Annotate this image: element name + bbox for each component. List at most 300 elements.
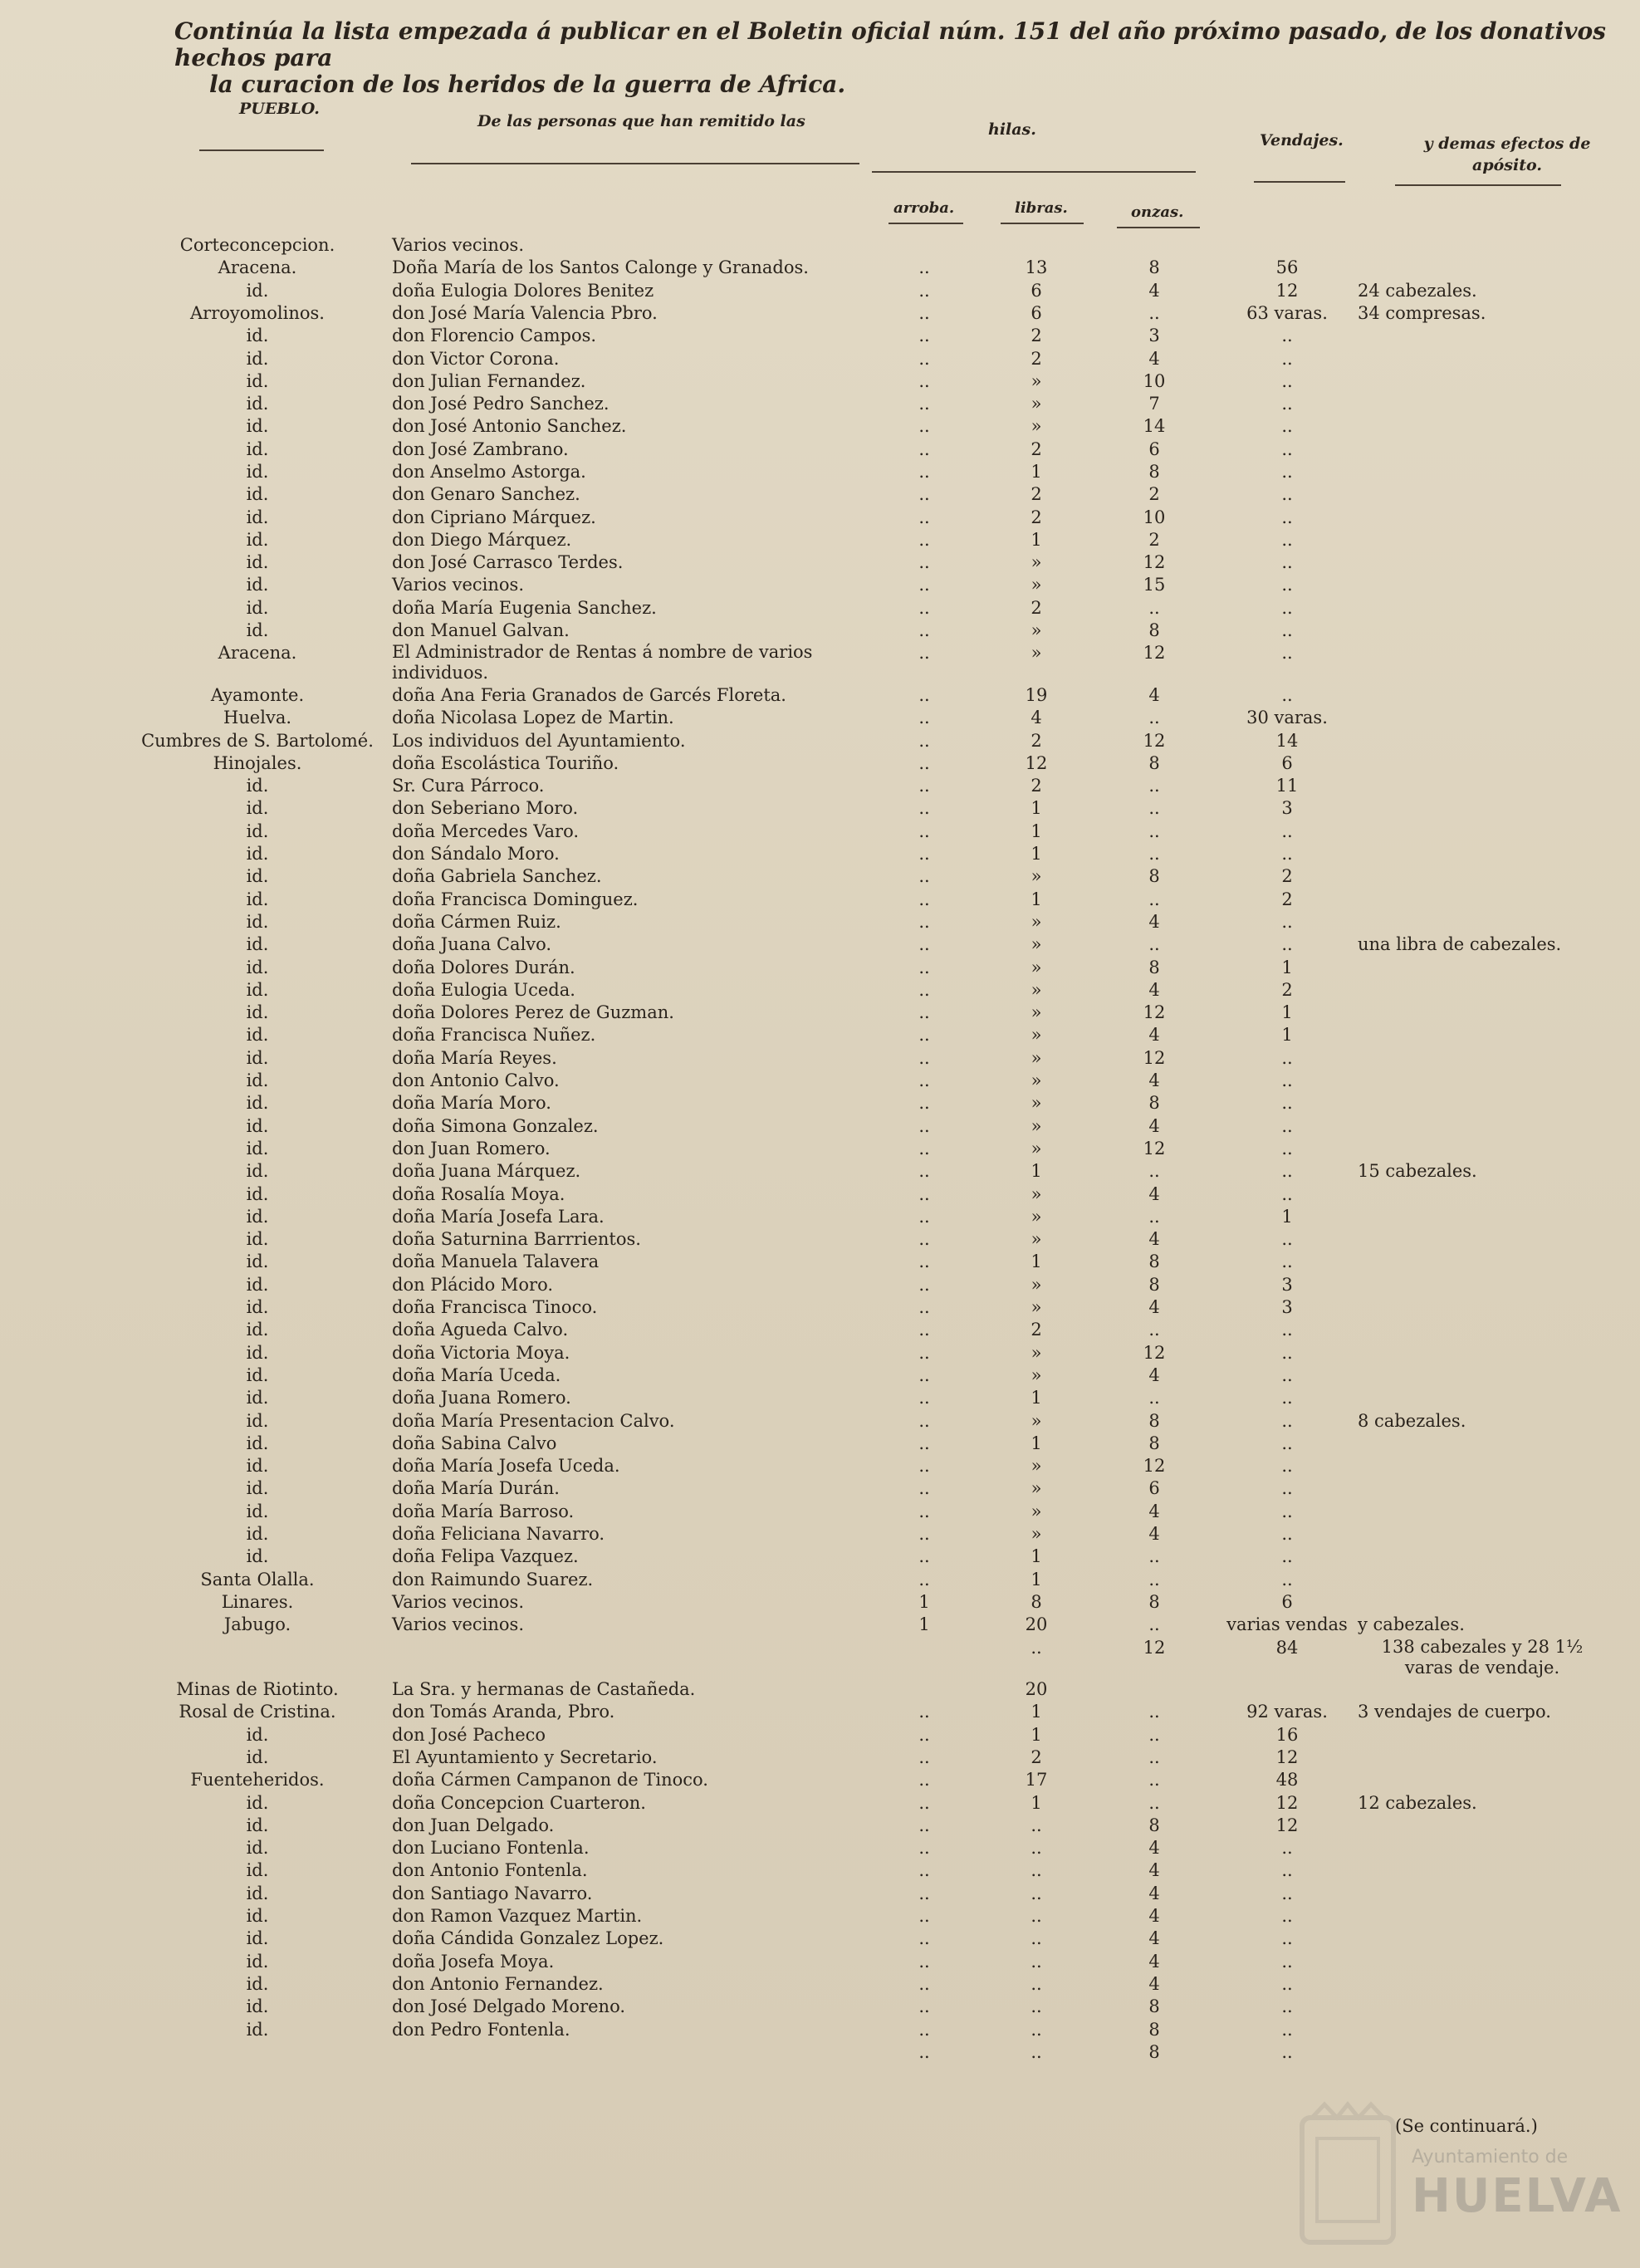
cell-libras: 1 bbox=[1031, 462, 1042, 482]
cell-vendajes: .. bbox=[1281, 326, 1293, 345]
cell-pueblo: id. bbox=[246, 912, 269, 932]
cell-libras: » bbox=[1031, 1524, 1042, 1544]
cell-pueblo: id. bbox=[246, 1048, 269, 1068]
cell-persona: don Tomás Aranda, Pbro. bbox=[392, 1702, 615, 1722]
cell-vendajes: .. bbox=[1281, 598, 1293, 618]
cell-vendajes: .. bbox=[1281, 371, 1293, 391]
cell-libras: » bbox=[1031, 1002, 1042, 1022]
table-row bbox=[0, 574, 1640, 596]
cell-arroba: .. bbox=[918, 1456, 930, 1476]
cell-onzas: 4 bbox=[1148, 1974, 1160, 1994]
cell-pueblo: Hinojales. bbox=[213, 753, 302, 773]
cell-pueblo: Rosal de Cristina. bbox=[179, 1702, 336, 1722]
cell-arroba: .. bbox=[918, 1770, 930, 1790]
cell-vendajes: 14 bbox=[1275, 731, 1299, 751]
cell-arroba: .. bbox=[918, 934, 930, 954]
cell-arroba: .. bbox=[918, 798, 930, 818]
cell-pueblo: id. bbox=[246, 575, 269, 595]
table-row bbox=[0, 1160, 1640, 1183]
cell-arroba: .. bbox=[918, 575, 930, 595]
table-row bbox=[0, 551, 1640, 574]
cell-pueblo: id. bbox=[246, 1478, 269, 1498]
cell-persona: don Santiago Navarro. bbox=[392, 1883, 593, 1903]
cell-onzas: 15 bbox=[1143, 575, 1166, 595]
table-row bbox=[0, 1928, 1640, 1950]
cell-onzas: .. bbox=[1148, 1570, 1160, 1590]
cell-onzas: .. bbox=[1148, 1207, 1160, 1227]
cell-arroba: .. bbox=[918, 1320, 930, 1340]
cell-persona: doña Agueda Calvo. bbox=[392, 1320, 569, 1340]
table-row bbox=[0, 415, 1640, 438]
cell-pueblo: id. bbox=[246, 1365, 269, 1385]
cell-pueblo: id. bbox=[246, 1883, 269, 1903]
cell-onzas: 4 bbox=[1148, 1297, 1160, 1317]
cell-pueblo: id. bbox=[246, 598, 269, 618]
cell-pueblo: id. bbox=[246, 1116, 269, 1136]
cell-onzas: 7 bbox=[1148, 394, 1160, 414]
cell-arroba: .. bbox=[918, 1996, 930, 2016]
table-row bbox=[0, 1024, 1640, 1046]
cell-pueblo: Aracena. bbox=[218, 257, 297, 277]
cell-onzas: .. bbox=[1148, 1702, 1160, 1722]
cell-libras: 4 bbox=[1031, 708, 1042, 727]
cell-pueblo: Cumbres de S. Bartolomé. bbox=[141, 731, 374, 751]
header-rule-libras bbox=[1001, 223, 1084, 224]
cell-onzas: 8 bbox=[1148, 866, 1160, 886]
cell-vendajes: .. bbox=[1281, 821, 1293, 841]
table-row bbox=[0, 1569, 1640, 1591]
table-row bbox=[0, 483, 1640, 506]
cell-vendajes: .. bbox=[1281, 844, 1293, 864]
cell-libras: 17 bbox=[1025, 1770, 1048, 1790]
table-row bbox=[0, 1637, 1640, 1678]
table-row bbox=[0, 1815, 1640, 1837]
cell-pueblo: Corteconcepcion. bbox=[179, 235, 335, 255]
table-row bbox=[0, 865, 1640, 888]
table-row bbox=[0, 2019, 1640, 2041]
cell-efectos: 15 cabezales. bbox=[1358, 1161, 1477, 1181]
header-rule-arroba bbox=[889, 223, 963, 224]
cell-onzas: 8 bbox=[1148, 753, 1160, 773]
cell-onzas: 4 bbox=[1148, 349, 1160, 369]
cell-persona: doña Escolástica Touriño. bbox=[392, 753, 619, 773]
cell-libras: » bbox=[1031, 1184, 1042, 1204]
cell-vendajes: .. bbox=[1281, 685, 1293, 705]
cell-efectos: 12 cabezales. bbox=[1358, 1793, 1477, 1813]
cell-persona: doña Eulogia Uceda. bbox=[392, 980, 575, 1000]
cell-pueblo: id. bbox=[246, 934, 269, 954]
cell-vendajes: .. bbox=[1281, 1570, 1293, 1590]
cell-pueblo: id. bbox=[246, 1343, 269, 1363]
watermark-line-1: Ayuntamiento de bbox=[1412, 2147, 1569, 2168]
cell-vendajes: 12 bbox=[1275, 281, 1299, 301]
cell-onzas: 8 bbox=[1148, 462, 1160, 482]
cell-arroba: .. bbox=[918, 866, 930, 886]
cell-onzas: 4 bbox=[1148, 1906, 1160, 1926]
cell-libras: 2 bbox=[1031, 776, 1042, 796]
table-row bbox=[0, 280, 1640, 302]
cell-pueblo: id. bbox=[246, 1456, 269, 1476]
cell-pueblo: Minas de Riotinto. bbox=[176, 1679, 339, 1699]
cell-onzas: 4 bbox=[1148, 1838, 1160, 1858]
cell-onzas: 12 bbox=[1143, 552, 1166, 572]
cell-vendajes: .. bbox=[1281, 439, 1293, 459]
cell-arroba: .. bbox=[918, 708, 930, 727]
cell-persona: don Luciano Fontenla. bbox=[392, 1838, 590, 1858]
cell-libras: 1 bbox=[1031, 1388, 1042, 1408]
cell-persona: doña María Josefa Lara. bbox=[392, 1207, 605, 1227]
header-rule-onzas bbox=[1117, 227, 1200, 228]
cell-libras: .. bbox=[1031, 1838, 1042, 1858]
cell-onzas: .. bbox=[1148, 776, 1160, 796]
cell-arroba: .. bbox=[918, 958, 930, 977]
cell-persona: don Ramon Vazquez Martin. bbox=[392, 1906, 643, 1926]
cell-onzas: .. bbox=[1148, 889, 1160, 909]
cell-persona: El Ayuntamiento y Secretario. bbox=[392, 1747, 658, 1767]
column-header-pueblo: PUEBLO. bbox=[239, 100, 320, 118]
cell-libras: » bbox=[1031, 416, 1042, 436]
table-row bbox=[0, 1387, 1640, 1409]
cell-libras: .. bbox=[1031, 1638, 1042, 1658]
cell-arroba: .. bbox=[918, 326, 930, 345]
cell-onzas: 12 bbox=[1143, 1048, 1166, 1068]
cell-efectos: 24 cabezales. bbox=[1358, 281, 1477, 301]
cell-libras: 2 bbox=[1031, 598, 1042, 618]
cell-libras: 2 bbox=[1031, 326, 1042, 345]
cell-vendajes: 2 bbox=[1281, 889, 1293, 909]
table-row bbox=[0, 438, 1640, 461]
cell-arroba: .. bbox=[918, 1838, 930, 1858]
cell-libras: .. bbox=[1031, 1860, 1042, 1880]
cell-vendajes: 56 bbox=[1275, 257, 1299, 277]
cell-onzas: .. bbox=[1148, 934, 1160, 954]
table-row bbox=[0, 348, 1640, 370]
table-row bbox=[0, 1296, 1640, 1319]
cell-arroba: .. bbox=[918, 371, 930, 391]
cell-pueblo: id. bbox=[246, 1411, 269, 1431]
cell-persona: doña María Presentacion Calvo. bbox=[392, 1411, 675, 1431]
cell-vendajes: 1 bbox=[1281, 1025, 1293, 1045]
cell-onzas: .. bbox=[1148, 598, 1160, 618]
cell-onzas: .. bbox=[1148, 798, 1160, 818]
table-row bbox=[0, 1319, 1640, 1341]
cell-libras: » bbox=[1031, 1116, 1042, 1136]
cell-pueblo: id. bbox=[246, 1139, 269, 1158]
cell-onzas: 4 bbox=[1148, 1116, 1160, 1136]
table-row bbox=[0, 820, 1640, 843]
cell-vendajes: .. bbox=[1281, 1456, 1293, 1476]
cell-persona: don Anselmo Astorga. bbox=[392, 462, 586, 482]
cell-libras: 1 bbox=[1031, 1725, 1042, 1745]
cell-pueblo: id. bbox=[246, 1747, 269, 1767]
cell-pueblo: id. bbox=[246, 439, 269, 459]
cell-arroba: .. bbox=[918, 281, 930, 301]
cell-vendajes: .. bbox=[1281, 349, 1293, 369]
cell-vendajes: .. bbox=[1281, 575, 1293, 595]
cell-onzas: 8 bbox=[1148, 620, 1160, 640]
table-row bbox=[0, 1678, 1640, 1701]
cell-onzas: 8 bbox=[1148, 1093, 1160, 1113]
table-row bbox=[0, 979, 1640, 1002]
cell-libras: .. bbox=[1031, 1974, 1042, 1994]
cell-efectos: 138 cabezales y 28 1½ varas de vendaje. bbox=[1381, 1637, 1584, 1678]
cell-arroba: .. bbox=[918, 257, 930, 277]
cell-persona: doña Mercedes Varo. bbox=[392, 821, 580, 841]
cell-onzas: 4 bbox=[1148, 1952, 1160, 1972]
table-row bbox=[0, 1433, 1640, 1455]
cell-pueblo: id. bbox=[246, 1252, 269, 1271]
column-header-efectos: y demas efectos de apósito. bbox=[1423, 135, 1591, 174]
cell-arroba: .. bbox=[918, 1906, 930, 1926]
table-row bbox=[0, 1228, 1640, 1251]
cell-persona: don José Antonio Sanchez. bbox=[392, 416, 627, 436]
table-row bbox=[0, 1951, 1640, 1973]
cell-libras: 1 bbox=[1031, 1793, 1042, 1813]
cell-libras: » bbox=[1031, 1343, 1042, 1363]
table-row bbox=[0, 1746, 1640, 1769]
cell-onzas: 8 bbox=[1148, 1433, 1160, 1453]
cell-onzas: 6 bbox=[1148, 439, 1160, 459]
cell-persona: doña Saturnina Barrrientos. bbox=[392, 1229, 641, 1249]
cell-persona: Varios vecinos. bbox=[392, 1592, 524, 1612]
cell-persona: don Antonio Calvo. bbox=[392, 1070, 560, 1090]
cell-vendajes: 1 bbox=[1281, 958, 1293, 977]
cell-persona: doña Josefa Moya. bbox=[392, 1952, 555, 1972]
cell-libras: .. bbox=[1031, 1928, 1042, 1948]
cell-persona: don José Delgado Moreno. bbox=[392, 1996, 626, 2016]
cell-persona: doña María Uceda. bbox=[392, 1365, 561, 1385]
watermark-line-2: HUELVA bbox=[1412, 2169, 1623, 2223]
cell-vendajes: .. bbox=[1281, 1139, 1293, 1158]
cell-vendajes: .. bbox=[1281, 1838, 1293, 1858]
table-row bbox=[0, 529, 1640, 551]
cell-pueblo: id. bbox=[246, 1070, 269, 1090]
cell-libras: 19 bbox=[1025, 685, 1048, 705]
cell-pueblo: id. bbox=[246, 776, 269, 796]
cell-vendajes: .. bbox=[1281, 1048, 1293, 1068]
cell-pueblo: id. bbox=[246, 2020, 269, 2040]
cell-onzas: 12 bbox=[1143, 643, 1166, 663]
cell-libras: » bbox=[1031, 1411, 1042, 1431]
cell-arroba: .. bbox=[918, 1860, 930, 1880]
cell-vendajes: 2 bbox=[1281, 866, 1293, 886]
cell-arroba: .. bbox=[918, 1974, 930, 1994]
cell-libras: » bbox=[1031, 620, 1042, 640]
cell-vendajes: .. bbox=[1281, 416, 1293, 436]
cell-pueblo: id. bbox=[246, 1952, 269, 1972]
cell-libras: 1 bbox=[1031, 530, 1042, 550]
cell-vendajes: .. bbox=[1281, 1860, 1293, 1880]
table-row bbox=[0, 1724, 1640, 1746]
cell-vendajes: .. bbox=[1281, 1524, 1293, 1544]
cell-pueblo: Huelva. bbox=[223, 708, 292, 727]
cell-onzas: .. bbox=[1148, 1546, 1160, 1566]
cell-vendajes: .. bbox=[1281, 1320, 1293, 1340]
cell-arroba: .. bbox=[918, 1048, 930, 1068]
cell-vendajes: 16 bbox=[1275, 1725, 1299, 1745]
table-row bbox=[0, 1996, 1640, 2018]
cell-libras: .. bbox=[1031, 1883, 1042, 1903]
cell-onzas: 8 bbox=[1148, 1815, 1160, 1835]
cell-libras: 20 bbox=[1025, 1614, 1048, 1634]
cell-persona: doña María Josefa Uceda. bbox=[392, 1456, 620, 1476]
cell-pueblo: Santa Olalla. bbox=[200, 1570, 315, 1590]
cell-persona: doña Feliciana Navarro. bbox=[392, 1524, 605, 1544]
cell-vendajes: .. bbox=[1281, 912, 1293, 932]
column-header-hilas: hilas. bbox=[988, 120, 1036, 139]
column-header-personas: De las personas que han remitido las bbox=[477, 112, 805, 130]
cell-onzas: 4 bbox=[1148, 1025, 1160, 1045]
cell-pueblo: id. bbox=[246, 889, 269, 909]
cell-vendajes: .. bbox=[1281, 507, 1293, 527]
cell-pueblo: id. bbox=[246, 1725, 269, 1745]
table-row bbox=[0, 1792, 1640, 1815]
cell-vendajes: 48 bbox=[1275, 1770, 1299, 1790]
table-row bbox=[0, 393, 1640, 415]
cell-pueblo: id. bbox=[246, 844, 269, 864]
cell-pueblo: id. bbox=[246, 394, 269, 414]
cell-libras: 2 bbox=[1031, 1320, 1042, 1340]
cell-arroba: .. bbox=[918, 912, 930, 932]
cell-onzas: 8 bbox=[1148, 1275, 1160, 1295]
table-row bbox=[0, 889, 1640, 911]
cell-pueblo: id. bbox=[246, 1297, 269, 1317]
cell-arroba: .. bbox=[918, 349, 930, 369]
cell-pueblo: id. bbox=[246, 416, 269, 436]
cell-arroba: .. bbox=[918, 1747, 930, 1767]
cell-vendajes: .. bbox=[1281, 1433, 1293, 1453]
cell-arroba: .. bbox=[918, 1139, 930, 1158]
cell-vendajes: varias vendas bbox=[1226, 1614, 1348, 1634]
cell-arroba: .. bbox=[918, 439, 930, 459]
cell-arroba: .. bbox=[918, 1928, 930, 1948]
cell-vendajes: 6 bbox=[1281, 753, 1293, 773]
cell-onzas: 4 bbox=[1148, 912, 1160, 932]
cell-arroba: .. bbox=[918, 1546, 930, 1566]
cell-onzas: .. bbox=[1148, 1161, 1160, 1181]
table-row bbox=[0, 911, 1640, 933]
cell-persona: don Victor Corona. bbox=[392, 349, 560, 369]
cell-onzas: .. bbox=[1148, 1320, 1160, 1340]
table-row bbox=[0, 2041, 1640, 2064]
cell-pueblo: id. bbox=[246, 349, 269, 369]
cell-pueblo: Arroyomolinos. bbox=[189, 303, 325, 323]
cell-pueblo: id. bbox=[246, 1184, 269, 1204]
cell-onzas: .. bbox=[1148, 1747, 1160, 1767]
cell-onzas: .. bbox=[1148, 708, 1160, 727]
cell-persona: don José Pacheco bbox=[392, 1725, 546, 1745]
table-row bbox=[0, 1701, 1640, 1723]
header-rule-efectos bbox=[1395, 184, 1561, 186]
cell-arroba: .. bbox=[918, 1365, 930, 1385]
cell-libras: » bbox=[1031, 958, 1042, 977]
table-row bbox=[0, 370, 1640, 393]
cell-onzas: 3 bbox=[1148, 326, 1160, 345]
cell-persona: doña María Eugenia Sanchez. bbox=[392, 598, 657, 618]
table-row bbox=[0, 1364, 1640, 1387]
cell-arroba: .. bbox=[918, 507, 930, 527]
cell-onzas: 8 bbox=[1148, 1996, 1160, 2016]
cell-onzas: 8 bbox=[1148, 1592, 1160, 1612]
cell-arroba: .. bbox=[918, 685, 930, 705]
table-row bbox=[0, 1410, 1640, 1433]
cell-arroba: .. bbox=[918, 731, 930, 751]
cell-pueblo: id. bbox=[246, 1974, 269, 1994]
cell-pueblo: id. bbox=[246, 1388, 269, 1408]
cell-arroba: .. bbox=[918, 1478, 930, 1498]
cell-onzas: .. bbox=[1148, 1793, 1160, 1813]
table-row bbox=[0, 1047, 1640, 1070]
cell-vendajes: 92 varas. bbox=[1246, 1702, 1328, 1722]
table-row bbox=[0, 957, 1640, 979]
table-row bbox=[0, 1614, 1640, 1636]
cell-pueblo: id. bbox=[246, 1815, 269, 1835]
cell-pueblo: Fuenteheridos. bbox=[190, 1770, 325, 1790]
cell-vendajes: .. bbox=[1281, 552, 1293, 572]
cell-persona: Doña María de los Santos Calonge y Granados. bbox=[392, 257, 809, 277]
cell-vendajes: .. bbox=[1281, 1161, 1293, 1181]
cell-libras: » bbox=[1031, 1275, 1042, 1295]
cell-arroba: .. bbox=[918, 1952, 930, 1972]
table-row bbox=[0, 461, 1640, 483]
cell-pueblo: id. bbox=[246, 1433, 269, 1453]
cell-onzas: 8 bbox=[1148, 958, 1160, 977]
table-row bbox=[0, 1002, 1640, 1024]
header-rule-pueblo bbox=[199, 149, 324, 151]
cell-persona: don Pedro Fontenla. bbox=[392, 2020, 570, 2040]
cell-arroba: .. bbox=[918, 1161, 930, 1181]
cell-pueblo: id. bbox=[246, 552, 269, 572]
cell-arroba: .. bbox=[918, 1116, 930, 1136]
cell-pueblo: id. bbox=[246, 1793, 269, 1813]
table-row bbox=[0, 775, 1640, 797]
cell-persona: doña Simona Gonzalez. bbox=[392, 1116, 599, 1136]
cell-persona: doña Francisca Nuñez. bbox=[392, 1025, 596, 1045]
cell-onzas: 4 bbox=[1148, 685, 1160, 705]
cell-persona: don Juan Delgado. bbox=[392, 1815, 555, 1835]
cell-onzas: 12 bbox=[1143, 731, 1166, 751]
cell-libras: 1 bbox=[1031, 1570, 1042, 1590]
cell-pueblo: id. bbox=[246, 1275, 269, 1295]
cell-persona: doña Eulogia Dolores Benitez bbox=[392, 281, 654, 301]
cell-arroba: .. bbox=[918, 2020, 930, 2040]
cell-vendajes: 2 bbox=[1281, 980, 1293, 1000]
cell-pueblo: id. bbox=[246, 866, 269, 886]
cell-arroba: .. bbox=[918, 1184, 930, 1204]
cell-arroba: .. bbox=[918, 462, 930, 482]
heading-line-1: Continúa la lista empezada á publicar en el Boletin oficial núm. 151 del año próximo pasado, de los donativos hechos para bbox=[174, 17, 1606, 71]
cell-arroba: .. bbox=[918, 821, 930, 841]
cell-vendajes: .. bbox=[1281, 1411, 1293, 1431]
table-row bbox=[0, 1138, 1640, 1160]
cell-libras: » bbox=[1031, 1456, 1042, 1476]
cell-libras: 1 bbox=[1031, 1252, 1042, 1271]
cell-pueblo: id. bbox=[246, 281, 269, 301]
cell-vendajes: 30 varas. bbox=[1246, 708, 1328, 727]
cell-onzas: 10 bbox=[1143, 507, 1166, 527]
cell-libras: 12 bbox=[1025, 753, 1048, 773]
cell-persona: don José María Valencia Pbro. bbox=[392, 303, 658, 323]
cell-persona: don José Pedro Sanchez. bbox=[392, 394, 609, 414]
cell-libras: 1 bbox=[1031, 844, 1042, 864]
cell-arroba: .. bbox=[918, 1793, 930, 1813]
cell-onzas: 8 bbox=[1148, 257, 1160, 277]
cell-pueblo: id. bbox=[246, 1546, 269, 1566]
cell-arroba: .. bbox=[918, 1002, 930, 1022]
cell-arroba: .. bbox=[918, 1070, 930, 1090]
table-row bbox=[0, 1070, 1640, 1092]
cell-vendajes: .. bbox=[1281, 1974, 1293, 1994]
